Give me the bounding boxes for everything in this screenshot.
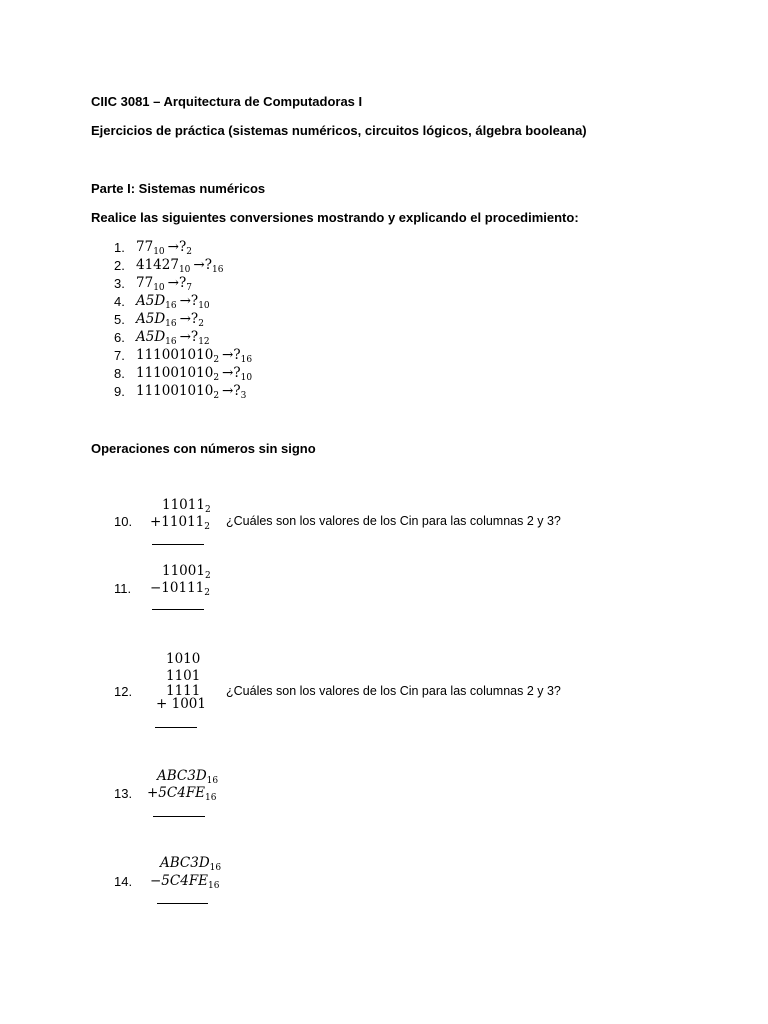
conversion-expression: $111001010_2$ $\to?_{16}$	[136, 347, 253, 365]
operand-bottom: $+5C4FE_{16}$	[147, 785, 217, 803]
item-number: 2.	[114, 258, 125, 273]
addend-row: 1010	[166, 651, 201, 667]
operand-bottom: $-10111_2$	[150, 580, 210, 598]
item-number: 7.	[114, 348, 125, 363]
operand-bottom: $-5C4FE_{16}$	[150, 873, 220, 891]
cin-question: ¿Cuáles son los valores de los Cin para las columnas 2 y 3?	[226, 684, 561, 698]
item-number: 5.	[114, 312, 125, 327]
result-line	[152, 609, 204, 610]
item-number: 8.	[114, 366, 125, 381]
addend-row: 1111	[166, 683, 201, 699]
operand-top: $ABC3D_{16}$	[157, 768, 219, 786]
item-number: 4.	[114, 294, 125, 309]
part1-heading: Parte I: Sistemas numéricos	[91, 181, 266, 196]
operand-top: $11001_2$	[162, 563, 211, 581]
course-title: CIIC 3081 – Arquitectura de Computadoras I	[91, 94, 363, 109]
exercise-number: 10.	[114, 514, 133, 529]
conversion-expression: $77_{10}$ $\to?_2$	[136, 239, 192, 257]
exercise-number: 12.	[114, 684, 133, 699]
operations-heading: Operaciones con números sin signo	[91, 441, 316, 456]
conversion-expression: $41427_{10}$ $\to?_{16}$	[136, 257, 224, 275]
exercise-number: 14.	[114, 874, 133, 889]
addend-row: + 1001	[156, 696, 206, 712]
exercise-number: 13.	[114, 786, 133, 801]
conversion-expression: $111001010_2$ $\to?_3$	[136, 383, 247, 401]
conversion-expression: $A5D_{16}$ $\to?_{10}$	[136, 293, 210, 311]
item-number: 9.	[114, 384, 125, 399]
exercise-number: 11.	[114, 581, 132, 596]
conversion-expression: $A5D_{16}$ $\to?_2$	[136, 311, 204, 329]
exercise-subtitle: Ejercicios de práctica (sistemas numéricos, circuitos lógicos, álgebra booleana)	[91, 123, 587, 138]
conversion-expression: $77_{10}$ $\to?_7$	[136, 275, 192, 293]
result-line	[153, 816, 205, 817]
result-line	[152, 544, 204, 545]
operand-top: $ABC3D_{16}$	[160, 855, 222, 873]
item-number: 3.	[114, 276, 125, 291]
addend-row: 1101	[166, 668, 201, 684]
item-number: 6.	[114, 330, 125, 345]
part1-instruction: Realice las siguientes conversiones mostrando y explicando el procedimiento:	[91, 210, 579, 225]
conversion-expression: $111001010_2$ $\to?_{10}$	[136, 365, 253, 383]
item-number: 1.	[114, 240, 125, 255]
operand-top: $11011_2$	[162, 497, 211, 515]
operand-bottom: $+11011_2$	[150, 514, 210, 532]
cin-question: ¿Cuáles son los valores de los Cin para las columnas 2 y 3?	[226, 514, 561, 528]
result-line	[157, 903, 208, 904]
conversion-expression: $A5D_{16}$ $\to?_{12}$	[136, 329, 210, 347]
result-line	[155, 727, 197, 728]
